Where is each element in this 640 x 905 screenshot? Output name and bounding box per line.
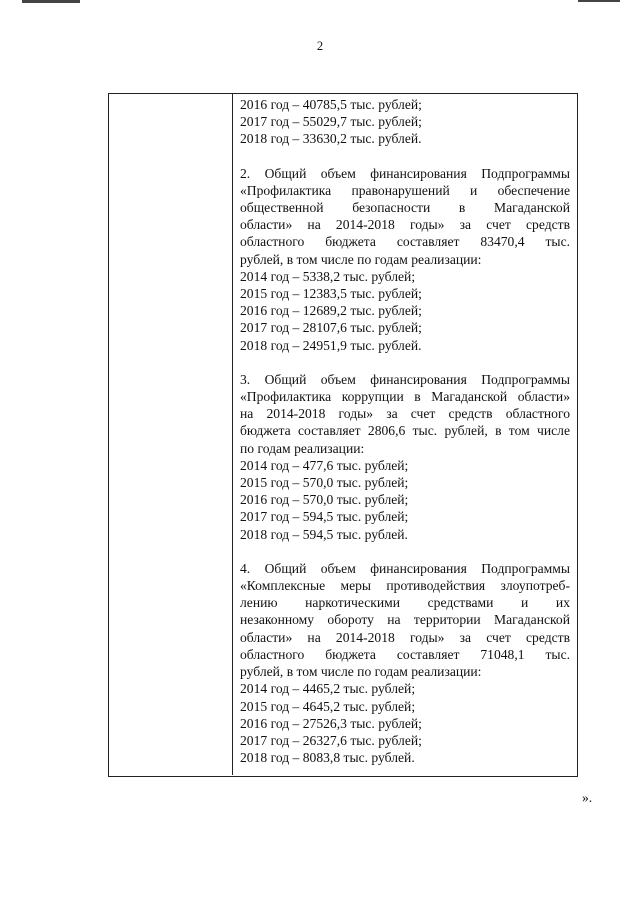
section-4 [240, 560, 570, 766]
list-item: 2018 год – 8083,8 тыс. рублей. [240, 750, 415, 766]
section-4-line: лению наркотическими средствами и их [240, 595, 570, 611]
section-2-line: области» на 2014-2018 годы» за счет средств [240, 217, 570, 233]
section-3-line: 3. Общий объем финансирования Подпрограммы [240, 371, 570, 387]
list-item: 2014 год – 5338,2 тыс. рублей; [240, 268, 416, 284]
section-2-line: общественной безопасности в Магаданской [240, 200, 570, 216]
list-item: 2016 год – 12689,2 тыс. рублей; [240, 303, 422, 319]
spacer [240, 543, 570, 560]
list-item: 2015 год – 12383,5 тыс. рублей; [240, 286, 422, 302]
list-item: 2018 год – 594,5 тыс. рублей. [240, 526, 408, 542]
scan-mark-left [22, 0, 80, 3]
section-2-line: «Профилактика правонарушений и обеспечение [240, 182, 570, 198]
spacer [240, 354, 570, 371]
table-right-cell [240, 96, 570, 766]
scan-mark-right [578, 0, 620, 2]
section-3 [240, 371, 570, 543]
section-4-line: 4. Общий объем финансирования Подпрограммы [240, 560, 570, 576]
list-item: 2017 год – 26327,6 тыс. рублей; [240, 732, 422, 748]
section-2-line: областного бюджета составляет 83470,4 тыс. [240, 234, 570, 250]
section-3-line: на 2014-2018 годы» за счет средств областного [240, 406, 570, 422]
section-4-line: рублей, в том числе по годам реализации: [240, 664, 482, 680]
list-item: 2017 год – 28107,6 тыс. рублей; [240, 320, 422, 336]
list-item: 2018 год – 33630,2 тыс. рублей. [240, 131, 422, 147]
list-item: 2015 год – 4645,2 тыс. рублей; [240, 698, 416, 714]
list-item: 2017 год – 594,5 тыс. рублей; [240, 509, 409, 525]
section-2 [240, 165, 570, 354]
list-item: 2014 год – 4465,2 тыс. рублей; [240, 681, 416, 697]
list-item: 2016 год – 27526,3 тыс. рублей; [240, 715, 422, 731]
list-item: 2016 год – 570,0 тыс. рублей; [240, 492, 409, 508]
section-2-line: рублей, в том числе по годам реализации: [240, 251, 482, 267]
table-column-divider [232, 93, 233, 775]
list-item: 2015 год – 570,0 тыс. рублей; [240, 475, 409, 491]
list-item: 2018 год – 24951,9 тыс. рублей. [240, 337, 422, 353]
page-number: 2 [316, 39, 324, 53]
list-item: 2014 год – 477,6 тыс. рублей; [240, 457, 409, 473]
spacer [240, 148, 570, 165]
closing-quote-mark: ». [582, 790, 593, 805]
section-4-line: незаконному обороту на территории Магаданской [240, 612, 570, 628]
continued-years-list [240, 96, 570, 148]
section-3-line: по годам реализации: [240, 440, 365, 456]
section-4-line: «Комплексные меры противодействия злоупотреб- [240, 578, 570, 594]
section-4-line: областного бюджета составляет 71048,1 тыс. [240, 646, 570, 662]
section-3-line: «Профилактика коррупции в Магаданской области» [240, 389, 570, 405]
section-2-line: 2. Общий объем финансирования Подпрограммы [240, 165, 570, 181]
list-item: 2017 год – 55029,7 тыс. рублей; [240, 114, 422, 130]
list-item: 2016 год – 40785,5 тыс. рублей; [240, 97, 422, 112]
section-4-line: области» на 2014-2018 годы» за счет средств [240, 629, 570, 645]
section-3-line: бюджета составляет 2806,6 тыс. рублей, в том числе [240, 423, 570, 439]
